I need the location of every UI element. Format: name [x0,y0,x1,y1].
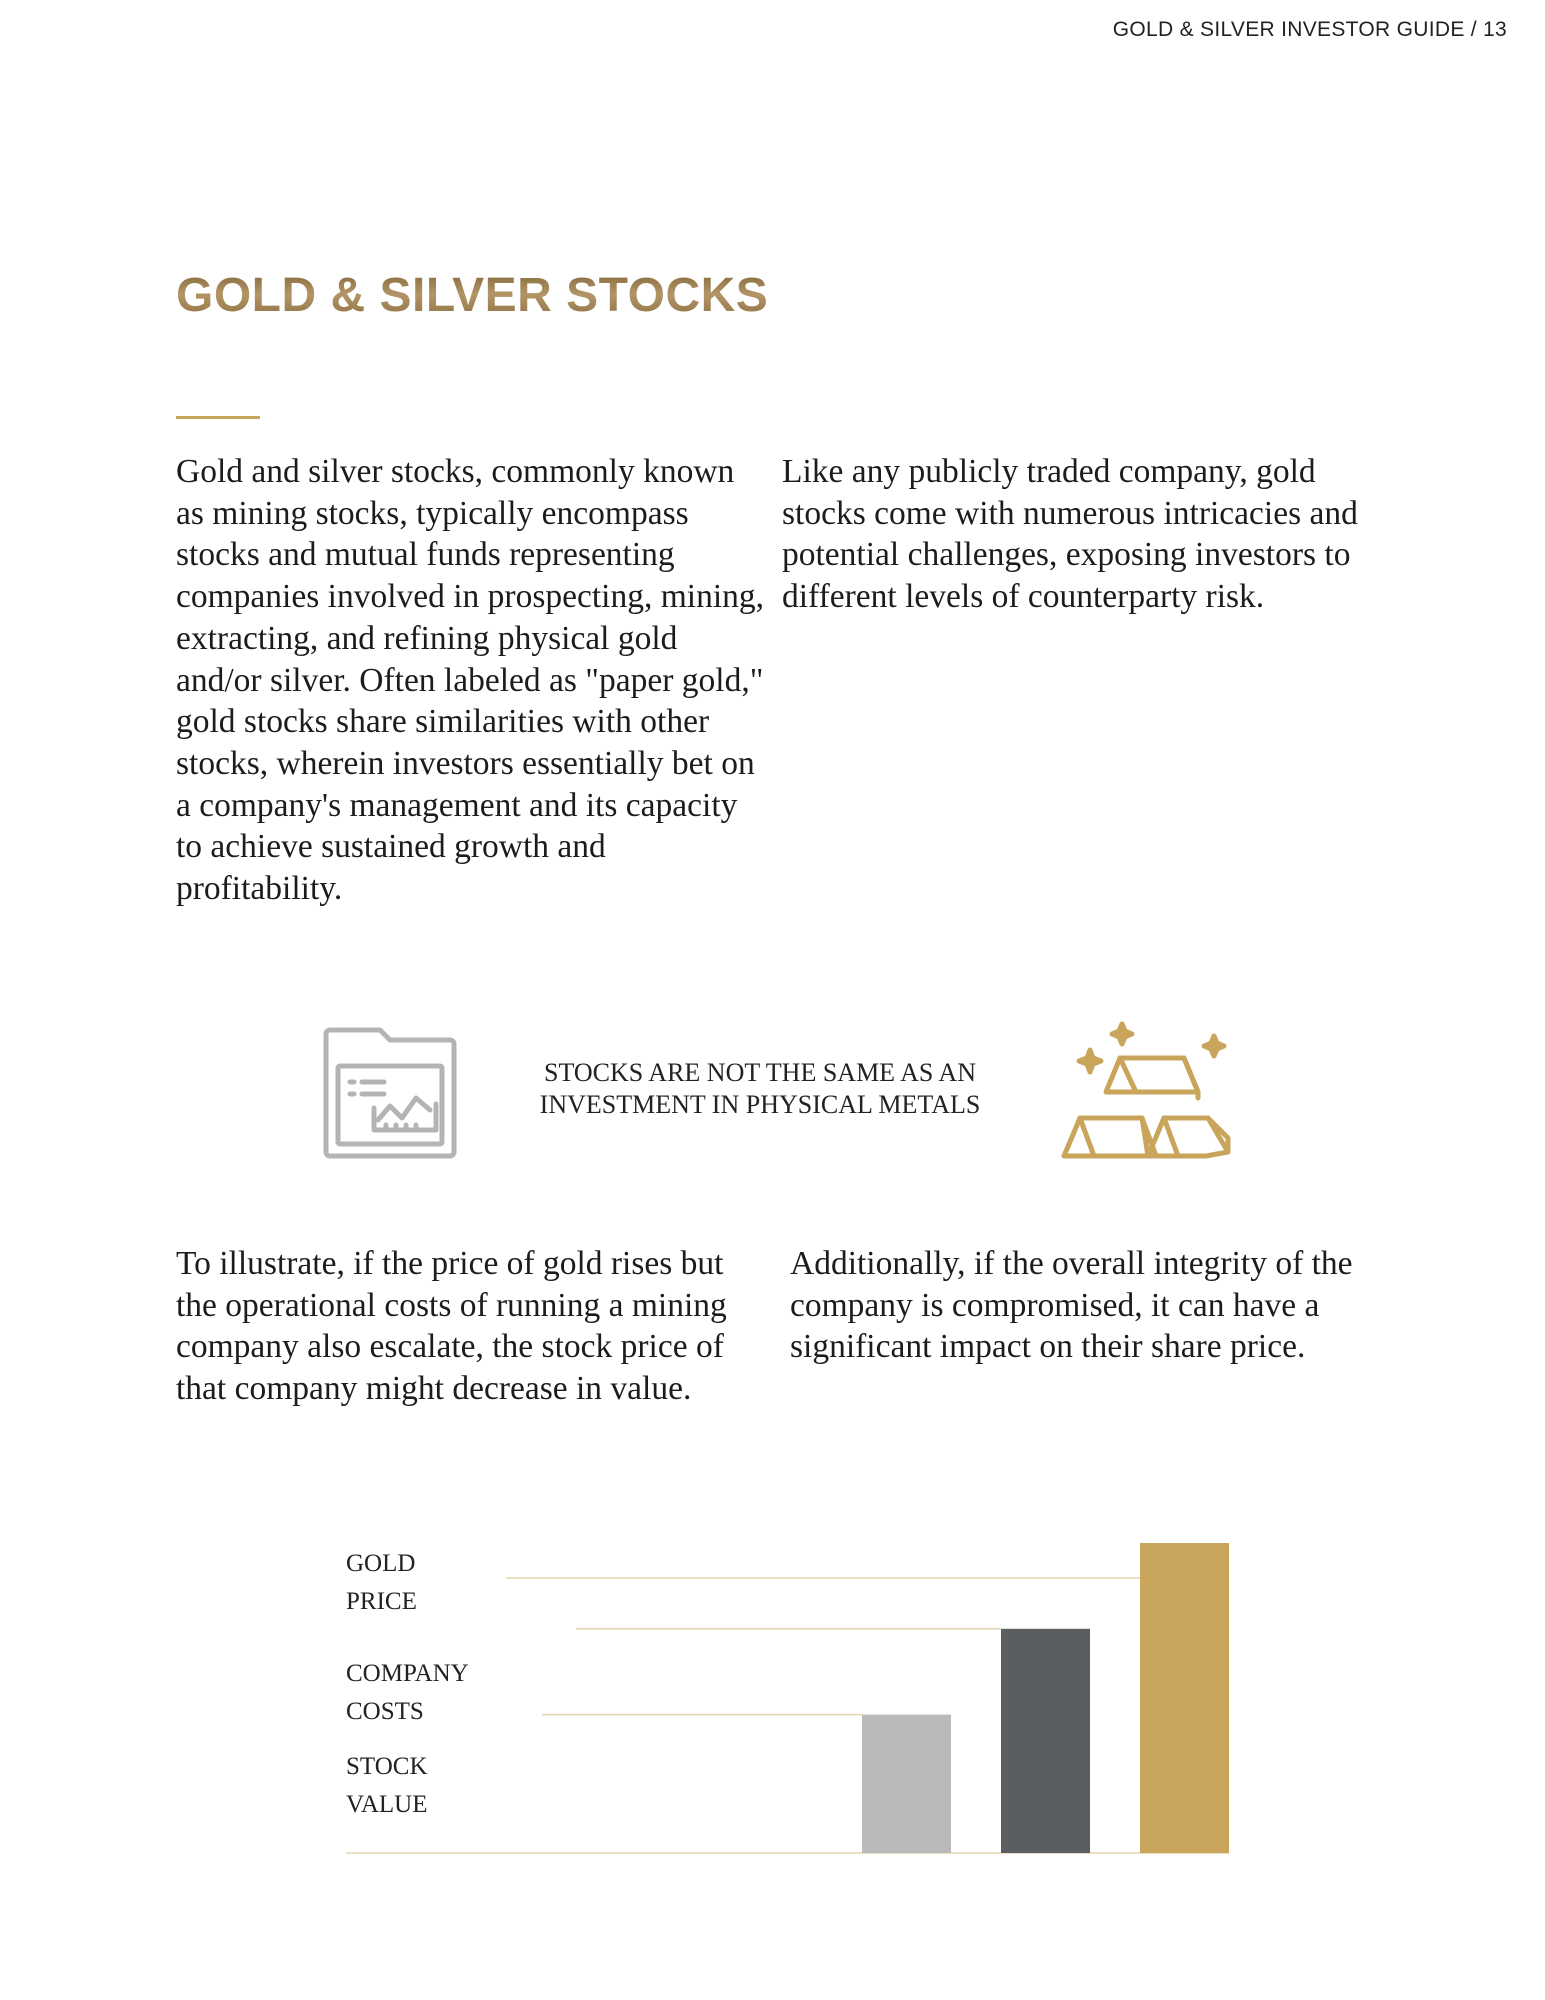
callout-line-1: STOCKS ARE NOT THE SAME AS AN [544,1058,976,1087]
callout-text [510,1057,1010,1121]
chart-bar-gold-price [1140,1543,1229,1853]
comparison-chart [340,1535,1240,1865]
chart-plot [340,1535,1240,1865]
chart-bar-stock-value [862,1715,951,1853]
intro-paragraph-right: Like any publicly traded company, gold stocks come with numerous intricacies and potential challenges, exposing investors to different levels of counterparty risk. [782,453,1358,616]
example-paragraph-right: Additionally, if the overall integrity of the company is compromised, it can have a significant impact on their share price. [790,1245,1353,1366]
page-title: GOLD & SILVER STOCKS [176,269,769,322]
chart-label-gold-price: GOLD PRICE [346,1550,417,1615]
title-underline [176,416,260,419]
running-header: GOLD & SILVER INVESTOR GUIDE / 13 [1112,18,1507,41]
chart-bar-company-costs [1001,1629,1090,1853]
chart-label-stock-value: STOCK VALUE [346,1753,428,1818]
intro-paragraph-left: Gold and silver stocks, commonly known as mining stocks, typically encompass stocks and mutual funds representing companies involved in prospecting, mining, extracting, and refining physical gold and/or silver. Often labeled as "paper gold," gold stocks share similarities with other stocks, wherein investors essentially bet on a company's management and its capacity to achieve sustained growth and profitability. [176,453,765,908]
gold-bars-sparkle-icon [1058,1020,1236,1162]
chart-label-company-costs: COMPANY COSTS [346,1660,469,1725]
stock-chart-document-icon [320,1024,460,1162]
example-paragraph-left: To illustrate, if the price of gold rises but the operational costs of running a mining company also escalate, the stock price of that company might decrease in value. [176,1245,727,1408]
callout-line-2: INVESTMENT IN PHYSICAL METALS [539,1090,981,1119]
